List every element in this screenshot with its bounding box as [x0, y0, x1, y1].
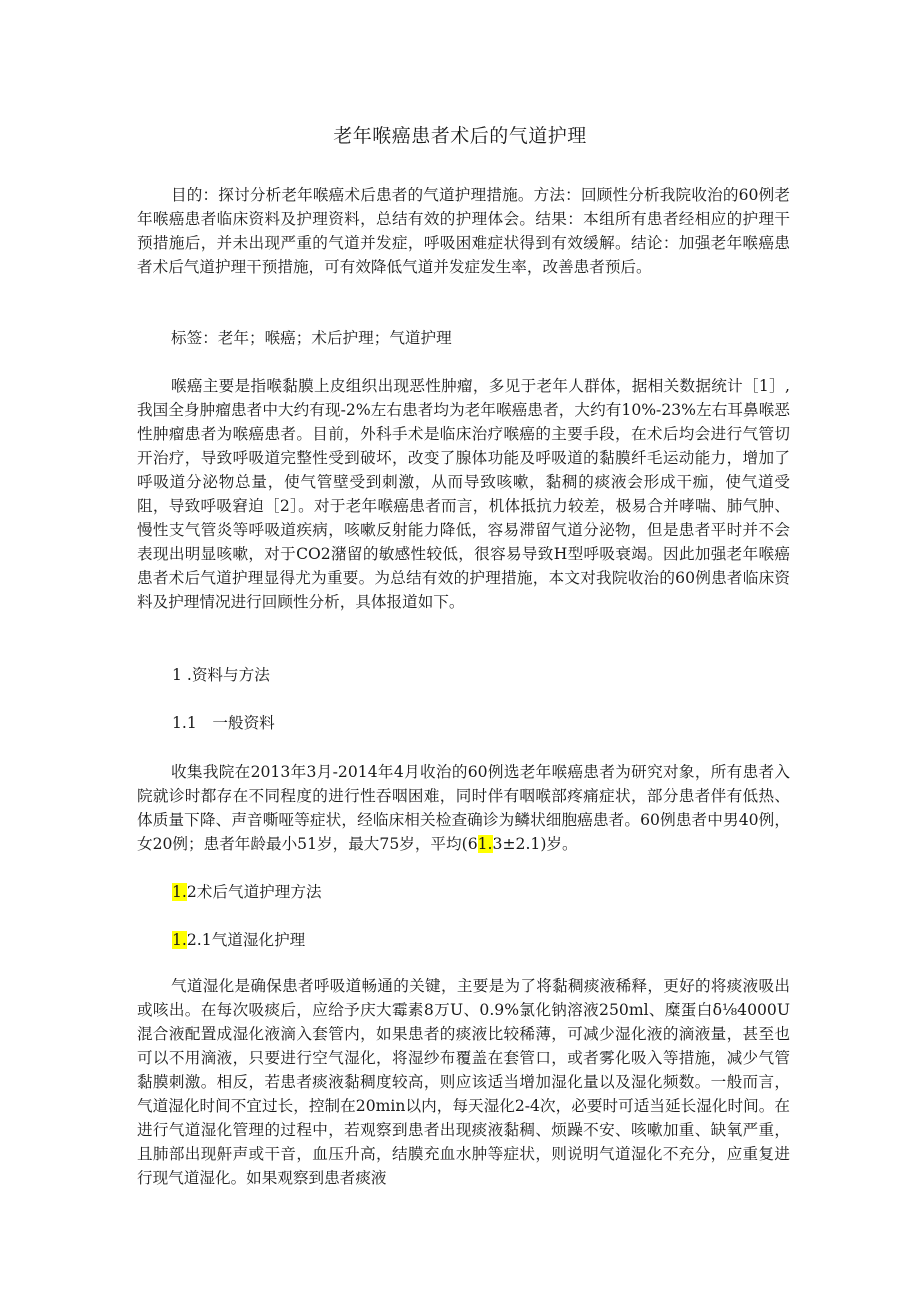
humidification-paragraph: 气道湿化是确保患者呼吸道畅通的关键，主要是为了将黏稠痰液稀释，更好的将痰液吸出或咳出。在每次吸痰后，应给予庆大霉素8万U、0.9%氯化钠溶液250ml、糜蛋白δ⅛4000U混合液配置成湿化液滴入套管内，如果患者的痰液比较稀薄，可减少湿化液的滴液量，甚至也可以不用滴液，只要进行空气湿化，将湿纱布覆盖在套管口，或者雾化吸入等措施，减少气管黏膜刺激。相反，若患者痰液黏稠度较高，则应该适当增加湿化量以及湿化频数。一般而言，气道湿化时间不宜过长，控制在20min以内，每天湿化2-4次，必要时可适当延长湿化时间。在进行气道湿化管理的过程中，若观察到患者出现痰液黏稠、烦躁不安、咳嗽加重、缺氧严重，且肺部出现鼾声或干音，血压升高，结膜充血水肿等症状，则说明气道湿化不充分，应重复进行现气道湿化。如果观察到患者痰液: [137, 977, 790, 1187]
highlighted-text: 1.: [477, 835, 493, 853]
general-info-text-end: 3±2.1)岁。: [492, 835, 578, 853]
general-info-text: 收集我院在2013年3月-2014年4月收治的60例选老年喉癌患者为研究对象，所有患者入院就诊时都存在不同程度的进行性吞咽困难，同时伴有咽喉部疼痛症状，部分患者伴有低热、体质量下降、声音嘶哑等症状，经临床相关检查确诊为鳞状细胞癌患者。60例患者中男40例，女20例；患者年龄最小51岁，最大75岁，平均(6: [137, 763, 790, 853]
section-heading-1: 1 .资料与方法: [172, 666, 270, 684]
section-heading-1-2: [172, 880, 322, 904]
section-heading-1-2-text: 2术后气道护理方法: [186, 883, 322, 901]
general-info-paragraph: [137, 760, 790, 856]
section-heading-1-2-1-text: 2.1气道湿化护理: [186, 931, 306, 949]
abstract-paragraph: 目的：探讨分析老年喉癌术后患者的气道护理措施。方法：回顾性分析我院收治的60例老年喉癌患者临床资料及护理资料，总结有效的护理体会。结果：本组所有患者经相应的护理干预措施后，并未出现严重的气道并发症，呼吸困难症状得到有效缓解。结论：加强老年喉癌患者术后气道护理干预措施，可有效降低气道并发症发生率，改善患者预后。: [137, 186, 790, 276]
section-heading-1-1: 1.1 一般资料: [172, 714, 275, 732]
highlighted-text: 1.: [172, 883, 187, 901]
page-title: 老年喉癌患者术后的气道护理: [333, 125, 587, 147]
keywords-line: 标签：老年；喉癌；术后护理；气道护理: [171, 329, 452, 347]
intro-paragraph: 喉癌主要是指喉黏膜上皮组织出现恶性肿瘤，多见于老年人群体，据相关数据统计［1］,我国全身肿瘤患者中大约有现-2%左右患者均为老年喉癌患者，大约有10%-23%左右耳鼻喉恶性肿瘤患者为喉癌患者。目前，外科手术是临床治疗喉癌的主要手段，在术后均会进行气管切开治疗，导致呼吸道完整性受到破坏，改变了腺体功能及呼吸道的黏膜纤毛运动能力，增加了呼吸道分泌物总量，使气管壁受到刺激，从而导致咳嗽，黏稠的痰液会形成干痂，使气道受阻，导致呼吸窘迫［2］。对于老年喉癌患者而言，机体抵抗力较差，极易合并哮喘、肺气肿、慢性支气管炎等呼吸道疾病，咳嗽反射能力降低，容易滞留气道分泌物，但是患者平时并不会表现出明显咳嗽，对于CO2潴留的敏感性较低，很容易导致H型呼吸衰竭。因此加强老年喉癌患者术后气道护理显得尤为重要。为总结有效的护理措施，本文对我院收治的60例患者临床资料及护理情况进行回顾性分析，具体报道如下。: [137, 377, 790, 611]
highlighted-text: 1.: [172, 931, 187, 949]
section-heading-1-2-1: [172, 928, 305, 952]
